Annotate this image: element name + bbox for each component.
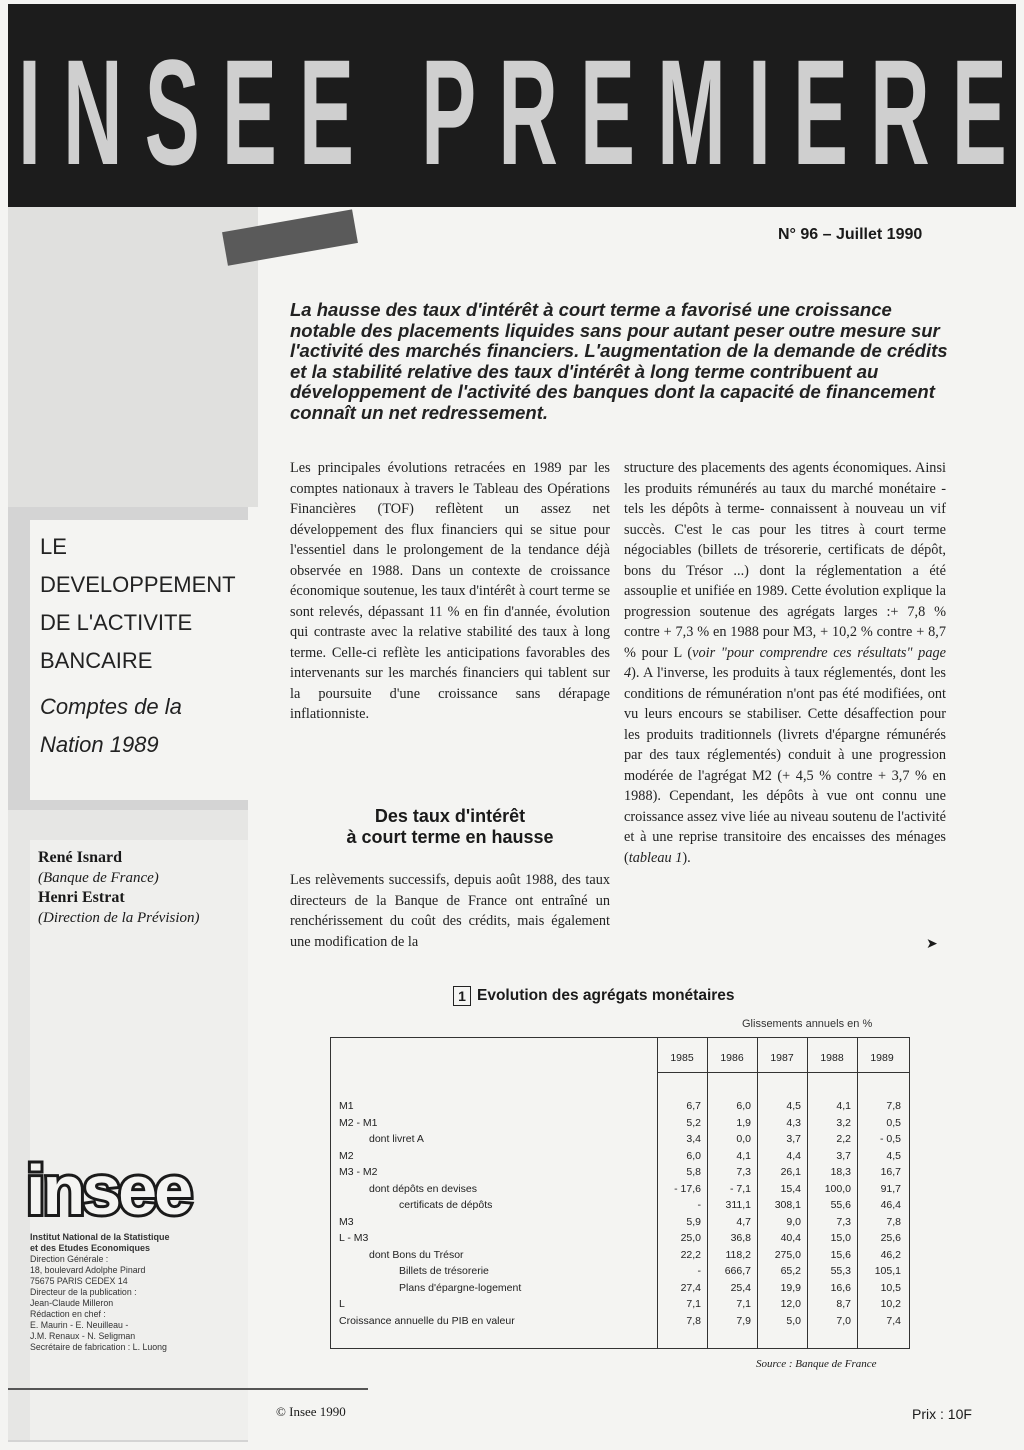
table-cell: 12,0 <box>780 1298 801 1310</box>
masthead-title <box>18 28 1008 196</box>
table-cell: 100,0 <box>824 1182 851 1195</box>
table-row-label: L - M3 <box>339 1232 369 1244</box>
author-name: Henri Estrat <box>38 889 125 906</box>
dossier-title-line: DEVELOPPEMENT <box>40 572 236 597</box>
table-cell: - <box>697 1199 701 1211</box>
institute-name-line: Institut National de la Statistique <box>30 1232 170 1242</box>
sidebar-top-panel <box>8 207 258 507</box>
insee-logo-text: insee <box>26 1151 190 1229</box>
table-cell: 25,6 <box>880 1232 901 1244</box>
table-cell: 46,2 <box>880 1248 901 1261</box>
dossier-subtitle-line: Nation 1989 <box>40 732 159 757</box>
table-year-header: 1985 <box>670 1052 694 1064</box>
table-number: 1 <box>453 986 471 1006</box>
dossier-title-line: DE L'ACTIVITE <box>40 610 193 635</box>
body-text-reference: voir "pour comprendre ces résultats" page 4 <box>624 644 946 681</box>
table-cell: 55,6 <box>830 1199 851 1211</box>
table-cell: 10,2 <box>880 1298 901 1310</box>
insee-logo <box>26 1151 226 1229</box>
table-cell: 16,7 <box>880 1166 901 1178</box>
table-cell: 4,1 <box>836 1100 851 1112</box>
table-cell: 4,3 <box>786 1116 801 1129</box>
masthead-letter: M <box>657 28 727 196</box>
institute-info-line: 18, boulevard Adolphe Pinard <box>30 1265 146 1275</box>
body-text: ). A l'inverse, les produits à taux réglementés, dont les conditions de rémunération n'ont pas été modifiées, ont vu leurs encours se stabiliser. Cette désaffection pour les produits traditionnels (livrets d'épargne rémunérés par des taux réglementés) conduit à une progression modérée de l'agrégat M2 (+ 4,5 % contre + 3,7 % en 1988). Cependant, les dépôts à vue ont connu une croissance assez vive liée au niveau soutenu de l'activité et à une reprise transitoire des encaisses des ménages ( <box>624 665 946 866</box>
issue-number: N° 96 – Juillet 1990 <box>778 226 923 243</box>
masthead-letter: E <box>792 28 850 196</box>
masthead-letter: I <box>18 28 43 196</box>
table-cell: 18,3 <box>830 1166 851 1178</box>
table-cell: 7,4 <box>886 1314 901 1327</box>
body-text-reference: tableau 1 <box>628 849 683 866</box>
body-text: ). <box>682 849 691 866</box>
table-row-label: Billets de trésorerie <box>399 1265 489 1277</box>
table-cell: 7,8 <box>886 1215 901 1228</box>
table-row-label: M3 <box>339 1215 354 1228</box>
table-row-label: M2 - M1 <box>339 1116 378 1129</box>
table-cell: 9,0 <box>786 1215 801 1228</box>
table-row-label: L <box>339 1298 345 1310</box>
table-row-label: dont livret A <box>369 1133 424 1145</box>
table-cell: 5,2 <box>686 1116 701 1129</box>
institute-info-line: Secrétaire de fabrication : L. Luong <box>30 1342 167 1352</box>
table-cell: 0,5 <box>886 1116 901 1129</box>
table-cell: - 0,5 <box>879 1133 901 1145</box>
table-cell: - <box>697 1265 701 1277</box>
masthead-letter: E <box>951 28 1008 196</box>
table-cell: 7,0 <box>836 1314 851 1327</box>
table-cell: 15,6 <box>830 1248 851 1261</box>
table-cell: 7,3 <box>736 1166 751 1178</box>
table-row-label: dont dépôts en devises <box>369 1182 477 1195</box>
table-year-header: 1987 <box>770 1052 794 1064</box>
masthead-letter: R <box>870 28 931 196</box>
table-cell: 6,7 <box>686 1100 701 1112</box>
table-cell: 4,4 <box>786 1149 801 1162</box>
table-title <box>453 986 735 1006</box>
authors <box>38 848 250 928</box>
table-cell: 5,8 <box>686 1166 701 1178</box>
table-cell: 10,5 <box>880 1281 901 1294</box>
table-row-label: Plans d'épargne-logement <box>399 1281 522 1294</box>
masthead-letter: E <box>298 28 356 196</box>
section-heading <box>290 806 610 848</box>
table-cell: 36,8 <box>730 1232 751 1244</box>
institute-info-line: Jean-Claude Milleron <box>30 1298 114 1308</box>
table-year-header: 1986 <box>720 1052 744 1064</box>
table-cell: 26,1 <box>780 1166 801 1178</box>
author-affiliation: (Direction de la Prévision) <box>38 910 200 926</box>
table-cell: 2,2 <box>836 1133 851 1145</box>
dossier-subtitle-line: Comptes de la <box>40 694 182 719</box>
section-heading-line: à court terme en hausse <box>346 827 554 847</box>
institute-info-line: Direction Générale : <box>30 1254 109 1264</box>
institute-info <box>30 1232 240 1353</box>
table-cell: 25,0 <box>680 1232 701 1244</box>
lead-paragraph: La hausse des taux d'intérêt à court terme a favorisé une croissance notable des placements liquides sans pour autant peser outre mesure sur l'activité des marchés financiers. L'augmentation de la demande de crédits et la stabilité relative des taux d'intérêt à long terme contribuent au développement de l'activité des banques dont la capacité de financement connaît un net redressement. <box>290 299 948 423</box>
author-affiliation: (Banque de France) <box>38 870 159 886</box>
table-cell: 7,1 <box>736 1298 751 1310</box>
section-heading-line: Des taux d'intérêt <box>374 806 526 826</box>
table-cell: 7,9 <box>736 1314 751 1327</box>
table-row-label: dont Bons du Trésor <box>369 1248 464 1261</box>
table-cell: 4,5 <box>786 1100 801 1112</box>
table-cell: 275,0 <box>774 1248 801 1261</box>
table-cell: 311,1 <box>725 1199 751 1211</box>
table-cell: 55,3 <box>830 1265 851 1277</box>
table-unit: Glissements annuels en % <box>742 1018 873 1030</box>
institute-info-line: Directeur de la publication : <box>30 1287 137 1297</box>
institute-name-line: et des Etudes Economiques <box>30 1243 151 1253</box>
table-cell: 118,2 <box>725 1248 751 1261</box>
continue-arrow-icon: ➤ <box>926 936 938 952</box>
table-cell: 16,6 <box>830 1281 851 1294</box>
body-column-2 <box>624 458 946 868</box>
table-cell: 4,1 <box>736 1149 751 1162</box>
footer-rule <box>8 1388 368 1390</box>
table-row-label: M2 <box>339 1149 354 1162</box>
table-cell: 5,0 <box>786 1314 801 1327</box>
masthead-letter: P <box>421 28 478 196</box>
table-cell: 3,4 <box>686 1133 701 1145</box>
institute-info-line: J.M. Renaux - N. Seligman <box>30 1331 136 1341</box>
table-cell: 3,7 <box>786 1133 801 1145</box>
table-cell: 7,1 <box>686 1298 701 1310</box>
masthead-letter: E <box>221 28 278 196</box>
table-cell: 1,9 <box>736 1116 751 1129</box>
table-cell: 25,4 <box>730 1281 751 1294</box>
table-cell: 22,2 <box>680 1248 701 1261</box>
table-row-label: Croissance annuelle du PIB en valeur <box>339 1314 515 1327</box>
table-cell: 27,4 <box>680 1281 701 1294</box>
table-cell: 105,1 <box>874 1265 901 1277</box>
table-cell: 7,3 <box>836 1215 851 1228</box>
table-cell: 5,9 <box>686 1215 701 1228</box>
body-text: structure des placements des agents économiques. Ainsi les produits rémunérés au taux du marché monétaire -tels les dépôts à terme- connaissent à nouveau un vif succès. C'est le cas pour les titres à court terme négociables (billets de trésorerie, certificats de dépôt, bons du Trésor ...) dont la réglementation a été assouplie et unifiée en 1989. Cette évolution explique la progression soutenue des agrégats larges :+ 7,8 % contre + 7,3 % en 1988 pour M3, + 10,2 % contre + 8,7 % pour L ( <box>624 460 946 661</box>
table-cell: 15,4 <box>780 1182 801 1195</box>
table-cell: 4,5 <box>886 1149 901 1162</box>
table-source: Source : Banque de France <box>756 1358 877 1370</box>
table-cell: 4,7 <box>736 1215 751 1228</box>
table-cell: 46,4 <box>880 1199 901 1211</box>
table-row-label: M1 <box>339 1100 354 1112</box>
table-cell: - 7,1 <box>729 1182 751 1195</box>
table-row-label: M3 - M2 <box>339 1166 378 1178</box>
masthead-letter: I <box>747 28 772 196</box>
table-cell: 6,0 <box>736 1100 751 1112</box>
table-cell: - 17,6 <box>674 1182 701 1195</box>
table-cell: 666,7 <box>724 1265 751 1277</box>
table-cell: 6,0 <box>686 1149 701 1162</box>
dossier-title-line: LE <box>40 534 67 559</box>
table-cell: 7,8 <box>686 1314 701 1327</box>
table-cell: 3,7 <box>836 1149 851 1162</box>
table-cell: 0,0 <box>736 1133 751 1145</box>
table-cell: 3,2 <box>836 1116 851 1129</box>
table-cell: 7,8 <box>886 1100 901 1112</box>
institute-info-line: E. Maurin - E. Neuilleau - <box>30 1320 129 1330</box>
table-cell: 91,7 <box>880 1182 901 1195</box>
table-cell: 15,0 <box>830 1232 851 1244</box>
masthead-letter <box>376 32 400 192</box>
table-year-header: 1989 <box>870 1052 894 1064</box>
masthead-letter: S <box>144 28 201 196</box>
body-column-1: Les principales évolutions retracées en 1989 par les comptes nationaux à travers le Tableau des Opérations Financières (TOF) reflètent un assez net développement des flux financiers qui se situe pour l'essentiel dans le prolongement de la tendance déjà observée en 1988. Dans un contexte de croissance économique soutenue, les taux d'intérêt à court terme se sont relevés, dépassant 11 % en fin d'année, évolution qui contraste avec la relative stabilité des taux à long terme. Celle-ci reflète les anticipations favorables des intervenants sur les marchés financiers qui tablent sur la poursuite d'une croissance sans dérapage inflationniste. <box>290 460 610 722</box>
table-cell: 65,2 <box>780 1265 801 1277</box>
masthead-letter: N <box>63 28 124 196</box>
copyright: © Insee 1990 <box>276 1404 346 1419</box>
institute-info-line: 75675 PARIS CEDEX 14 <box>30 1276 128 1286</box>
table-cell: 8,7 <box>836 1298 851 1310</box>
dossier-subtitle <box>40 688 252 764</box>
table-row-label: certificats de dépôts <box>399 1199 493 1211</box>
table-cell: 19,9 <box>780 1281 801 1294</box>
body-column-1-continued: Les relèvements successifs, depuis août 1988, des taux directeurs de la Banque de France ont entraîné un renchérissement du coût des crédits, mais également une modification de la <box>290 872 610 950</box>
monetary-aggregates-table <box>330 1037 910 1349</box>
masthead <box>8 4 1016 207</box>
dossier-title <box>40 528 252 680</box>
table-cell: 308,1 <box>774 1199 801 1211</box>
price: Prix : 10F <box>912 1406 972 1422</box>
masthead-letter: E <box>579 28 637 196</box>
table-cell: 40,4 <box>780 1232 801 1244</box>
author-name: René Isnard <box>38 849 123 866</box>
table-title-text: Evolution des agrégats monétaires <box>477 987 735 1004</box>
table-year-header: 1988 <box>820 1052 844 1064</box>
table-header-divider <box>657 1072 909 1073</box>
masthead-letter: R <box>498 28 559 196</box>
dossier-title-line: BANCAIRE <box>40 648 153 673</box>
institute-info-line: Rédaction en chef : <box>30 1309 106 1319</box>
